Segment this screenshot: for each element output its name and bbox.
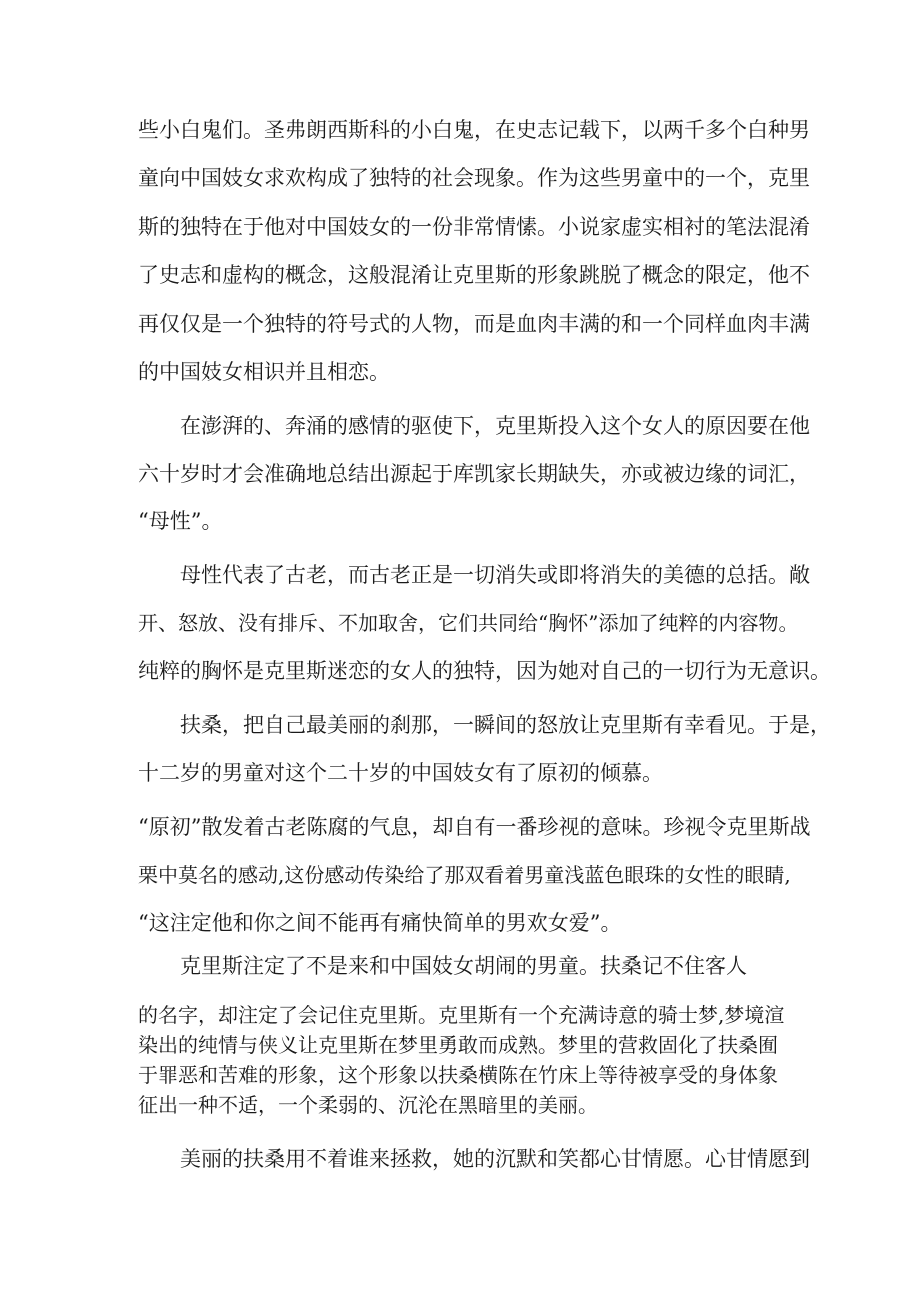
text-line: 母性代表了古老，而古老正是一切消失或即将消失的美德的总括。敞 (138, 563, 810, 587)
text-line: 十二岁的男童对这个二十岁的中国妓女有了原初的倾慕。 (138, 761, 663, 785)
text-line: 克里斯注定了不是来和中国妓女胡闹的男童。扶桑记不住客人 (138, 954, 747, 978)
text-line: 六十岁时才会准确地总结出源起于库凯家长期缺失，亦或被边缘的词汇， (138, 462, 810, 486)
text-line: 再仅仅是一个独特的符号式的人物，而是血肉丰满的和一个同样血肉丰满 (138, 312, 810, 336)
text-line: 扶桑，把自己最美丽的刹那，一瞬间的怒放让克里斯有幸看见。于是， (138, 713, 831, 737)
text-line: 在澎湃的、奔涌的感情的驱使下，克里斯投入这个女人的原因要在他 (138, 414, 810, 438)
text-line: “原初”散发着古老陈腐的气息，却自有一番珍视的意味。珍视令克里斯战 (138, 815, 811, 839)
text-line: 斯的独特在于他对中国妓女的一份非常情愫。小说家虚实相衬的笔法混淆 (138, 215, 810, 239)
text-line: 征出一种不适，一个柔弱的、沉沦在黑暗里的美丽。 (138, 1093, 598, 1117)
text-line: 染出的纯情与侠义让克里斯在梦里勇敢而成熟。梦里的营救固化了扶桑囿 (138, 1033, 778, 1057)
text-line: 纯粹的胸怀是克里斯迷恋的女人的独特，因为她对自己的一切行为无意识。 (138, 659, 831, 683)
text-line: 的中国妓女相识并且相恋。 (138, 360, 390, 384)
text-line: 了史志和虚构的概念，这般混淆让克里斯的形象跳脱了概念的限定，他不 (138, 263, 810, 287)
text-line: “这注定他和你之间不能再有痛快简单的男欢女爱”。 (138, 911, 622, 935)
text-line: 开、怒放、没有排斥、不加取舍，它们共同给“胸怀”添加了纯粹的内容物。 (138, 611, 799, 635)
text-line: 美丽的扶桑用不着谁来拯救，她的沉默和笑都心甘情愿。心甘情愿到 (138, 1147, 810, 1171)
text-line: 的名字，却注定了会记住克里斯。克里斯有一个充满诗意的骑士梦,梦境渲 (138, 1003, 785, 1027)
text-line: 些小白鬼们。圣弗朗西斯科的小白鬼，在史志记载下，以两千多个白种男 (138, 118, 810, 142)
text-line: 栗中莫名的感动,这份感动传染给了那双看着男童浅蓝色眼珠的女性的眼睛, (138, 863, 791, 887)
text-line: 童向中国妓女求欢构成了独特的社会现象。作为这些男童中的一个，克里 (138, 166, 810, 190)
text-line: 于罪恶和苦难的形象，这个形象以扶桑横陈在竹床上等待被享受的身体象 (138, 1063, 778, 1087)
text-line: “母性”。 (138, 509, 223, 533)
